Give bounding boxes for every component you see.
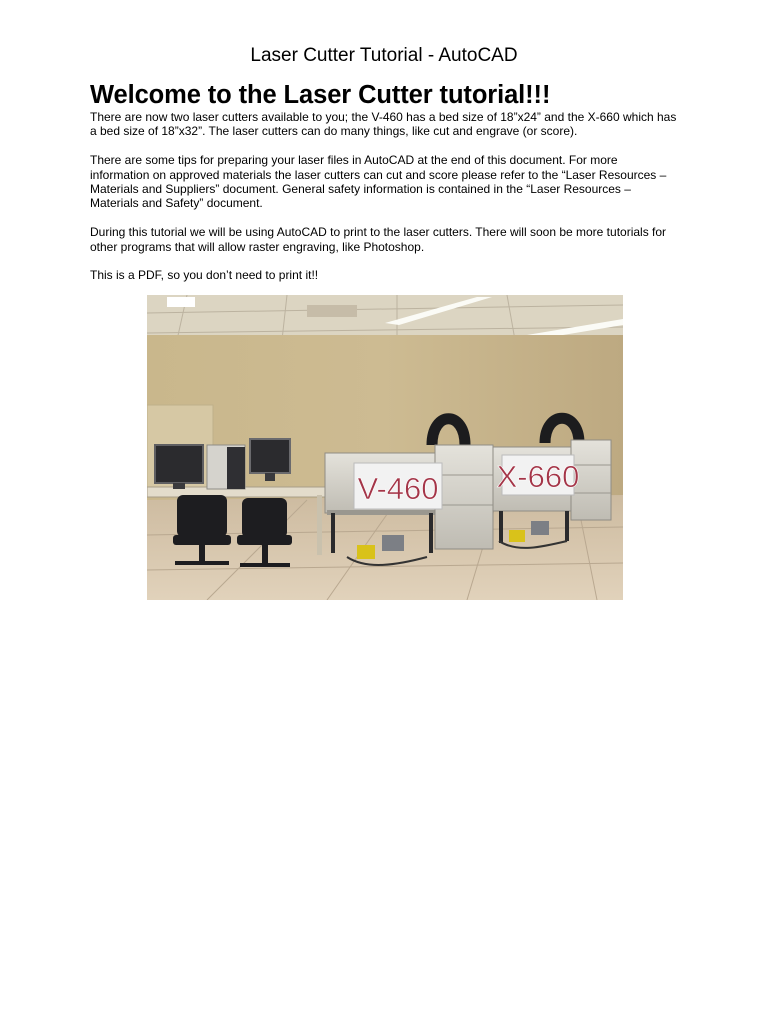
monitor-left [155, 445, 203, 483]
document-header-title: Laser Cutter Tutorial - AutoCAD [250, 45, 518, 66]
document-body [90, 80, 680, 297]
x660-sign-text: X-660 [496, 459, 580, 494]
intro-paragraph: There are now two laser cutters available to you; the V-460 has a bed size of 18”x24” and the X-660 which has a bed size of 18”x32”. The laser cutters can do many things, like cut and engrave (or score). [90, 110, 677, 139]
v460-sign-text: V-460 [357, 471, 439, 506]
pdf-note-paragraph: This is a PDF, so you don’t need to print it!! [90, 268, 319, 283]
ceiling-light [167, 297, 195, 307]
autocad-paragraph: During this tutorial we will be using AutoCAD to print to the laser cutters. There will soon be more tutorials for other programs that will allow raster engraving, like Photoshop. [90, 225, 667, 254]
laser-lab-photo [147, 295, 623, 600]
page-title: Welcome to the Laser Cutter tutorial!!! [90, 81, 551, 109]
tips-paragraph: There are some tips for preparing your laser files in AutoCAD at the end of this document. For more information on approved materials the laser cutters can cut and score please refer to the “Laser Resources – Materials and Suppliers” document. General safety information is contained in the “Laser Resources – Materials and Safety” document. [90, 153, 667, 211]
monitor-right [250, 439, 290, 473]
